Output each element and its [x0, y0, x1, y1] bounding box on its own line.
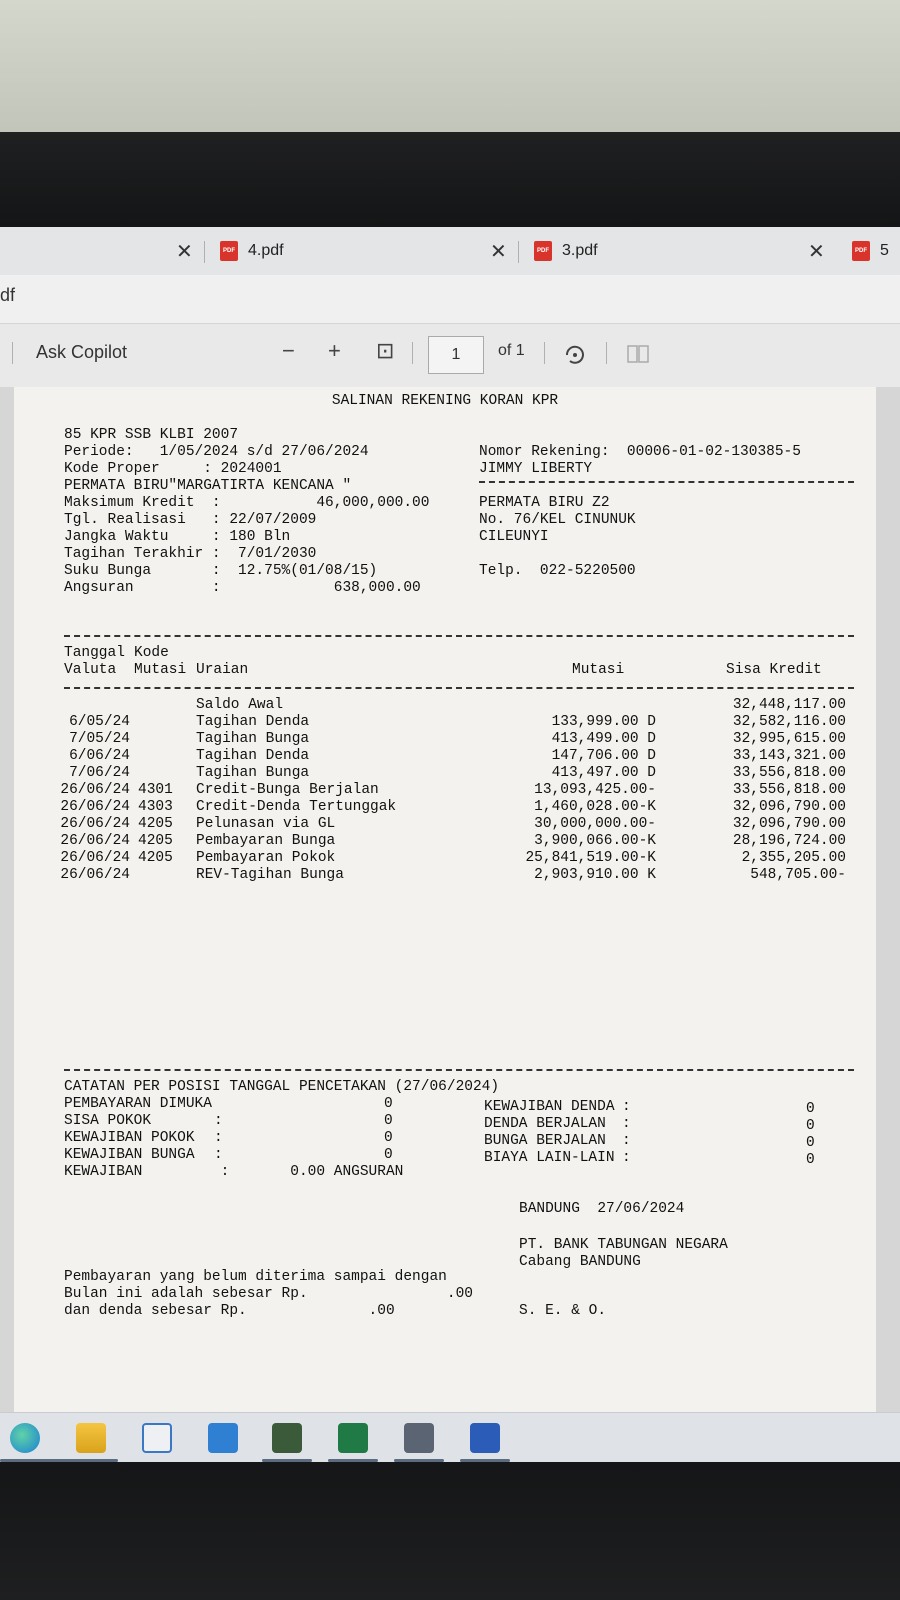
row-date: 6/05/24 — [69, 714, 130, 730]
row-date: 26/06/24 — [60, 850, 130, 866]
browser-tab-bar — [0, 227, 900, 275]
statement-document — [14, 387, 876, 1412]
pdf-page — [14, 387, 876, 1412]
row-mutasi: 1,460,028.00-K — [534, 799, 656, 815]
row-sisa-kredit: 33,556,818.00 — [732, 765, 846, 781]
catatan-label: DENDA BERJALAN — [484, 1116, 606, 1132]
fit-page-icon[interactable]: ⊡ — [376, 338, 395, 363]
tab-5[interactable] — [852, 227, 900, 275]
calculator-icon[interactable] — [404, 1423, 434, 1453]
colon: : — [214, 1130, 223, 1146]
catatan-value: 0 — [384, 1096, 393, 1112]
row-sisa-kredit: 33,556,818.00 — [732, 782, 846, 798]
windows-taskbar — [0, 1412, 900, 1462]
note-line: Pembayaran yang belum diterima sampai dengan — [64, 1269, 447, 1285]
catatan-label: BIAYA LAIN-LAIN — [484, 1150, 615, 1166]
row-description: Pembayaran Bunga — [196, 833, 336, 849]
address-line: No. 76/KEL CINUNUK — [479, 512, 636, 528]
row-mutasi: 147,706.00 D — [551, 748, 656, 764]
col-mutasi: Mutasi — [572, 662, 625, 678]
row-description: Saldo Awal — [196, 697, 284, 713]
header-line: Maksimum Kredit : 46,000,000.00 — [64, 495, 430, 511]
row-code: 4303 — [138, 799, 173, 815]
header-line: 85 KPR SSB KLBI 2007 — [64, 427, 239, 443]
two-page-view-icon[interactable] — [626, 344, 650, 366]
catatan-label: KEWAJIBAN DENDA — [484, 1099, 615, 1115]
row-code: 4205 — [138, 850, 173, 866]
header-line: Jangka Waktu : 180 Bln — [64, 529, 291, 545]
row-description: Credit-Denda Tertunggak — [196, 799, 397, 815]
row-sisa-kredit: 32,448,117.00 — [732, 697, 846, 713]
dashed-rule — [64, 1069, 854, 1071]
colon: : — [622, 1116, 631, 1132]
colon: : — [214, 1147, 223, 1163]
row-mutasi: 25,841,519.00-K — [525, 850, 656, 866]
pdf-file-icon: PDF — [852, 241, 870, 261]
toolbar-divider — [544, 342, 545, 364]
row-description: Tagihan Bunga — [196, 731, 310, 747]
toolbar-divider — [12, 342, 13, 364]
monitor-bezel-top — [0, 132, 900, 227]
bank-name: PT. BANK TABUNGAN NEGARA — [519, 1237, 728, 1253]
row-date: 26/06/24 — [60, 816, 130, 832]
header-line: Tgl. Realisasi : 22/07/2009 — [64, 512, 317, 528]
pdf-viewer[interactable] — [0, 387, 900, 1412]
row-description: Credit-Bunga Berjalan — [196, 782, 379, 798]
tab-divider — [518, 241, 519, 263]
row-code: 4205 — [138, 833, 173, 849]
row-mutasi: 3,900,066.00-K — [534, 833, 656, 849]
row-mutasi: 2,903,910.00 K — [534, 867, 656, 883]
row-description: Tagihan Denda — [196, 748, 310, 764]
store-icon[interactable] — [142, 1423, 172, 1453]
row-sisa-kredit: 32,582,116.00 — [732, 714, 846, 730]
row-date: 26/06/24 — [60, 867, 130, 883]
document-title: SALINAN REKENING KORAN KPR — [331, 393, 559, 409]
tab-label: 3.pdf — [562, 242, 598, 259]
catatan-label: BUNGA BERJALAN — [484, 1133, 606, 1149]
address-line: PERMATA BIRU Z2 — [479, 495, 610, 511]
monitor-bezel-bottom — [0, 1462, 900, 1600]
row-description: REV-Tagihan Bunga — [196, 867, 344, 883]
header-line: Periode: 1/05/2024 s/d 27/06/2024 — [64, 444, 369, 460]
row-code: 4301 — [138, 782, 173, 798]
dashed-rule — [64, 687, 854, 689]
address-text: df — [0, 285, 16, 305]
col-tanggal: Tanggal — [64, 645, 125, 661]
word-icon[interactable] — [470, 1423, 500, 1453]
mail-icon[interactable] — [208, 1423, 238, 1453]
catatan-label: KEWAJIBAN BUNGA — [64, 1147, 195, 1163]
header-line: Kode Proper : 2024001 — [64, 461, 282, 477]
account-number: Nomor Rekening: 00006-01-02-130385-5 — [479, 444, 801, 460]
catatan-title: CATATAN PER POSISI TANGGAL PENCETAKAN (27/06/2024) — [64, 1079, 500, 1095]
row-sisa-kredit: 32,096,790.00 — [732, 799, 846, 815]
kewajiban-line: KEWAJIBAN : 0.00 ANGSURAN — [64, 1164, 404, 1180]
row-mutasi: 413,499.00 D — [551, 731, 656, 747]
tab-3pdf[interactable] — [534, 227, 804, 275]
app-icon[interactable] — [272, 1423, 302, 1453]
header-line: Tagihan Terakhir : 7/01/2030 — [64, 546, 317, 562]
colon: : — [214, 1113, 223, 1129]
row-date: 26/06/24 — [60, 799, 130, 815]
dashed-rule — [64, 635, 854, 637]
row-date: 26/06/24 — [60, 782, 130, 798]
row-description: Tagihan Denda — [196, 714, 310, 730]
row-code: 4205 — [138, 816, 173, 832]
col-valuta: Valuta — [64, 662, 117, 678]
file-explorer-icon[interactable] — [76, 1423, 106, 1453]
row-description: Pelunasan via GL — [196, 816, 336, 832]
header-line: Angsuran : 638,000.00 — [64, 580, 421, 596]
tab-4pdf[interactable] — [220, 227, 510, 275]
dashed-rule — [479, 481, 854, 483]
rotate-icon[interactable] — [562, 342, 588, 368]
row-date: 6/06/24 — [69, 748, 130, 764]
pdf-toolbar — [0, 323, 900, 387]
row-mutasi: 30,000,000.00- — [534, 816, 656, 832]
row-date: 7/05/24 — [69, 731, 130, 747]
tab-label: 5 — [880, 242, 889, 259]
row-date: 26/06/24 — [60, 833, 130, 849]
row-sisa-kredit: 33,143,321.00 — [732, 748, 846, 764]
row-description: Tagihan Bunga — [196, 765, 310, 781]
colon: : — [622, 1133, 631, 1149]
catatan-value: 0 — [384, 1147, 393, 1163]
row-date: 7/06/24 — [69, 765, 130, 781]
tab-divider — [204, 241, 205, 263]
page-count: of 1 — [498, 342, 525, 359]
close-tab-icon[interactable]: ✕ — [490, 241, 507, 263]
ask-copilot-button[interactable]: Ask Copilot — [36, 342, 128, 362]
tab-label: 4.pdf — [248, 242, 284, 259]
close-tab-icon[interactable]: ✕ — [808, 241, 825, 263]
catatan-value: 0 — [806, 1152, 815, 1168]
catatan-value: 0 — [806, 1135, 815, 1151]
phone-line: Telp. 022-5220500 — [479, 563, 636, 579]
account-holder: JIMMY LIBERTY — [479, 461, 593, 477]
header-line: PERMATA BIRU"MARGATIRTA KENCANA " — [64, 478, 352, 494]
zoom-in-button[interactable]: + — [328, 338, 341, 363]
row-sisa-kredit: 2,355,205.00 — [741, 850, 846, 866]
excel-icon[interactable] — [338, 1423, 368, 1453]
toolbar-divider — [412, 342, 413, 364]
branch-name: Cabang BANDUNG — [519, 1254, 641, 1270]
page-number-input[interactable]: 1 — [428, 336, 484, 374]
row-mutasi: 133,999.00 D — [551, 714, 656, 730]
close-tab-icon[interactable]: ✕ — [176, 241, 193, 263]
col-sisa-kredit: Sisa Kredit — [726, 662, 822, 678]
address-bar[interactable] — [0, 275, 900, 323]
address-line: CILEUNYI — [479, 529, 549, 545]
catatan-value: 0 — [384, 1130, 393, 1146]
catatan-value: 0 — [806, 1118, 815, 1134]
row-mutasi: 13,093,425.00- — [534, 782, 656, 798]
note-line: Bulan ini adalah sebesar Rp. .00 — [64, 1286, 473, 1302]
catatan-label: KEWAJIBAN POKOK — [64, 1130, 195, 1146]
catatan-label: SISA POKOK — [64, 1113, 152, 1129]
col-mutasi-code: Mutasi — [134, 662, 187, 678]
zoom-out-button[interactable]: − — [282, 338, 295, 363]
signoff: S. E. & O. — [519, 1303, 607, 1319]
place-date: BANDUNG 27/06/2024 — [519, 1201, 685, 1217]
row-sisa-kredit: 32,096,790.00 — [732, 816, 846, 832]
colon: : — [622, 1150, 631, 1166]
col-kode: Kode — [134, 645, 169, 661]
catatan-label: PEMBAYARAN DIMUKA — [64, 1096, 212, 1112]
pdf-file-icon: PDF — [220, 241, 238, 261]
row-sisa-kredit: 548,705.00- — [750, 867, 846, 883]
catatan-value: 0 — [384, 1113, 393, 1129]
pdf-file-icon: PDF — [534, 241, 552, 261]
row-mutasi: 413,497.00 D — [551, 765, 656, 781]
row-sisa-kredit: 28,196,724.00 — [732, 833, 846, 849]
row-description: Pembayaran Pokok — [196, 850, 336, 866]
background-wall — [0, 0, 900, 132]
catatan-value: 0 — [806, 1101, 815, 1117]
edge-icon[interactable] — [10, 1423, 40, 1453]
toolbar-divider — [606, 342, 607, 364]
note-line: dan denda sebesar Rp. .00 — [64, 1303, 395, 1319]
header-line: Suku Bunga : 12.75%(01/08/15) — [64, 563, 378, 579]
col-uraian: Uraian — [196, 662, 249, 678]
colon: : — [622, 1099, 631, 1115]
row-sisa-kredit: 32,995,615.00 — [732, 731, 846, 747]
